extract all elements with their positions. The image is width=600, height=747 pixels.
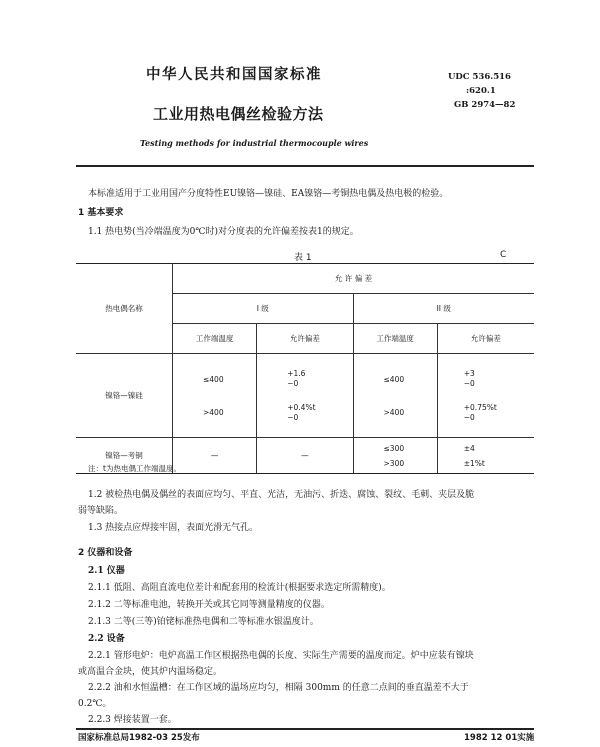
dev-cell: −0 [463, 378, 475, 388]
para-2-2-2-cont: 0.2℃。 [78, 699, 112, 709]
table-note: 注：t为热电偶工作端温度。 [88, 464, 181, 473]
header-rule [76, 165, 534, 167]
para-2-1: 2.1 仪器 [88, 566, 125, 576]
doc-title-en: Testing methods for industrial thermocouple wires [140, 138, 369, 148]
section-1-heading: 1 基本要求 [78, 208, 124, 218]
doc-title-cn: 工业用热电偶丝检验方法 [153, 105, 324, 123]
udc-line-2: :620.1 [466, 86, 496, 96]
dev-cell: ±4 [463, 443, 475, 453]
para-2-2-3: 2.2.3 焊接装置一套。 [88, 715, 177, 725]
sub-header-temp: 工作端温度 [353, 324, 437, 354]
grade-2-header: II 级 [353, 294, 534, 324]
udc-line-1: UDC 536.516 [448, 72, 511, 82]
para-1-2-cont: 弱等缺陷。 [78, 506, 124, 516]
dev-cell: ±1%t [463, 458, 485, 468]
table-row [76, 354, 534, 438]
temp-cell: >300 [383, 458, 405, 468]
footer-issued: 国家标准总局1982-03 25发布 [78, 733, 200, 743]
para-2-2: 2.2 设备 [88, 634, 125, 644]
para-2-2-1-cont: 或高温合金块，使其炉内温场稳定。 [78, 667, 223, 677]
standard-title: 中华人民共和国国家标准 [146, 67, 322, 83]
dev-cell: +3 [463, 368, 475, 378]
footer-effective: 1982 12 01实施 [464, 733, 535, 743]
para-2-1-3: 2.1.3 二等(三等)铂铑标准热电偶和二等标准水银温度计。 [88, 617, 319, 627]
temp-cell: >400 [383, 407, 405, 417]
footer-rule [76, 728, 534, 730]
temp-cell: >400 [203, 407, 224, 417]
col-header-name: 热电偶名称 [76, 264, 173, 354]
intro-text: 本标准适用于工业用国产分度特性EU镍铬—镍硅、EA镍铬—考铜热电偶及热电极的检验。 [88, 189, 449, 199]
dev-cell: +0.75%t [463, 402, 497, 412]
dev-cell: +0.4%t [287, 402, 316, 412]
temp-cell: — [173, 438, 257, 474]
para-1-3: 1.3 热接点应焊接牢固，表面光滑无气孔。 [88, 523, 259, 533]
dev-cell: −0 [463, 412, 475, 422]
dev-cell: — [257, 438, 353, 474]
dev-cell: +1.6 [287, 368, 306, 378]
table-caption: 表 1 [294, 253, 312, 263]
row-name: 镍铬—考铜 [76, 438, 173, 474]
para-2-2-1: 2.2.1 管形电炉：电炉高温工作区根据热电偶的长度、实际生产需要的温度而定。炉中应装有镍块 [88, 651, 474, 661]
dev-cell: −0 [287, 378, 299, 388]
temp-cell: ≤400 [203, 374, 224, 384]
para-2-1-1: 2.1.1 低阻、高阻直流电位差计和配套用的检流计(根据要求选定所需精度)。 [88, 583, 391, 593]
para-1-1: 1.1 热电势(当冷端温度为0℃时)对分度表的允许偏差按表1的规定。 [88, 227, 359, 237]
grade-1-header: I 级 [173, 294, 354, 324]
para-1-2: 1.2 被检热电偶及偶丝的表面应均匀、平直、光洁，无油污、折迭、腐蚀、裂纹、毛刺、夹层及脆 [88, 490, 475, 500]
gb-code: GB 2974—82 [454, 100, 516, 110]
col-header-group: 允 许 偏 差 [173, 264, 535, 294]
para-2-2-2: 2.2.2 油和水恒温槽：在工作区域的温场应均匀，相隔 300mm 的任意二点间的垂直温差不大于 [88, 683, 469, 693]
temp-cell: ≤400 [383, 374, 405, 384]
sub-header-dev: 允许偏差 [257, 324, 353, 354]
section-2-heading: 2 仪器和设备 [78, 548, 133, 558]
para-2-1-2: 2.1.2 二等标准电池，转换开关或其它同等测量精度的仪器。 [88, 600, 330, 610]
temp-cell: ≤300 [383, 443, 405, 453]
tolerance-table [76, 263, 534, 474]
sub-header-dev: 允许偏差 [437, 324, 534, 354]
dev-cell: −0 [287, 412, 299, 422]
sub-header-temp: 工作端温度 [173, 324, 257, 354]
table-unit: C [500, 250, 507, 260]
row-name: 镍铬—镍硅 [76, 354, 173, 438]
